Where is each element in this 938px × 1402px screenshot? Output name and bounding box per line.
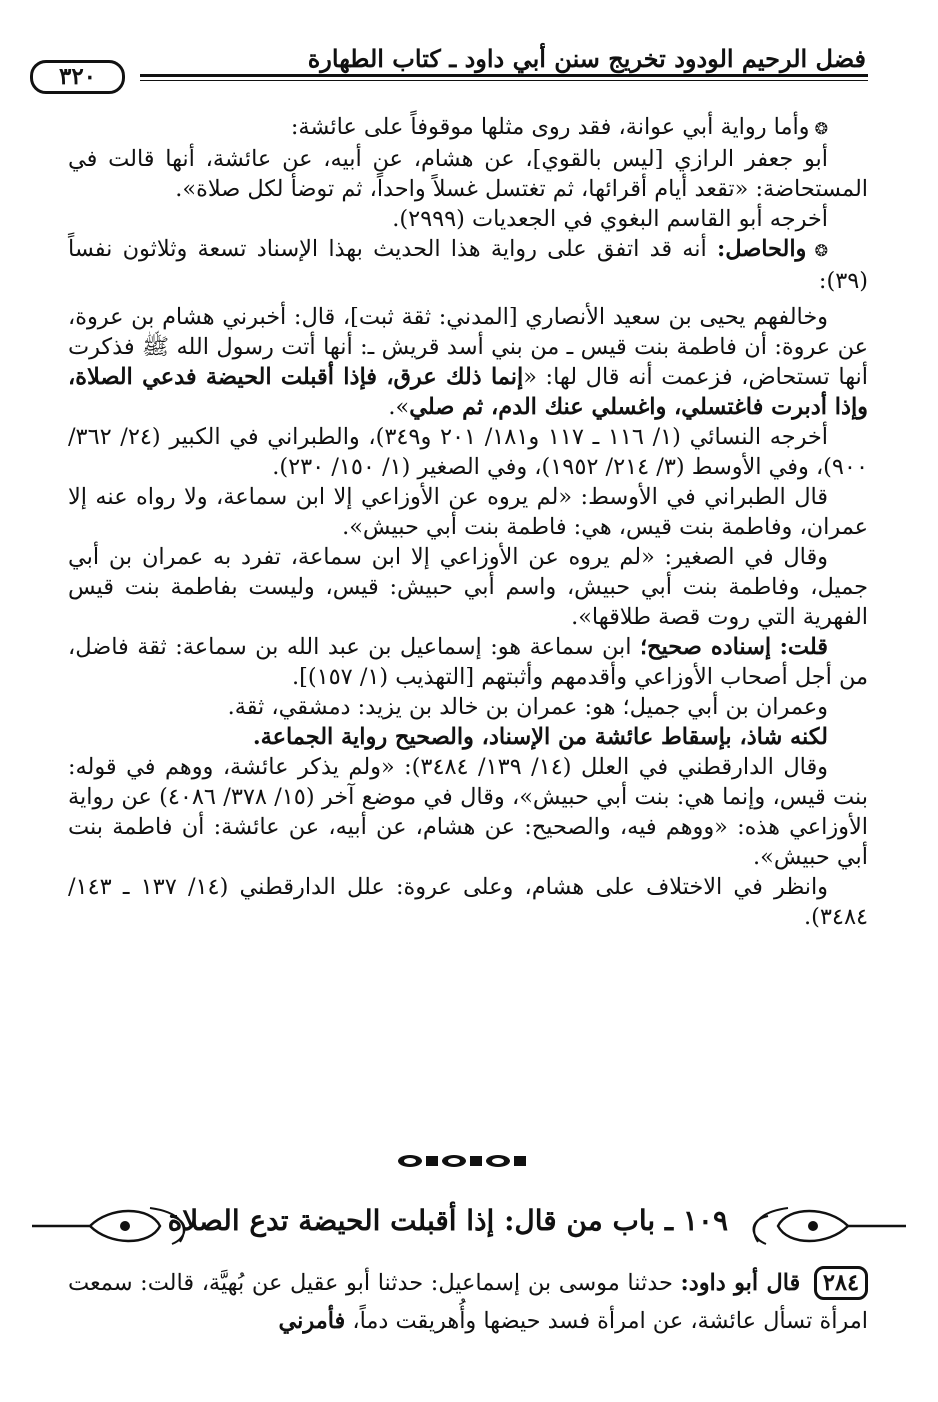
chapter-title: ١٠٩ ـ باب من قال: إذا أقبلت الحيضة تدع الصلاة [167, 1204, 728, 1237]
divider-ornament-icon [394, 1153, 544, 1169]
yahya-close: ». [388, 394, 410, 420]
label-isnad-sahih: إسناده صحيح؛ [639, 634, 772, 660]
paragraph-see-also: وانظر في الاختلاف على هشام، وعلى عروة: علل الدارقطني (١٤/ ١٣٧ ـ ١٤٣/ ٣٤٨٤). [68, 874, 868, 930]
label-qultu: قلت: [779, 634, 829, 660]
running-header-title: فضل الرحيم الودود تخريج سنن أبي داود ـ كتاب الطهارة [307, 44, 866, 73]
paragraph-hasil [68, 234, 868, 296]
main-text [68, 112, 868, 932]
hadith-block [68, 1264, 868, 1340]
hasil-text: أنه قد اتفق على رواية هذا الحديث بهذا الإسناد تسعة وثلاثون نفساً (٣٩): [68, 236, 868, 294]
header-rule-thick [140, 74, 868, 77]
paragraph-qultu [68, 632, 868, 692]
hadith-lead: قال أبو داود: [680, 1270, 801, 1296]
paragraph-daraqutni: وقال الدارقطني في العلل (١٤/ ١٣٩/ ٣٤٨٤): «ولم يذكر عائشة، ووهم في قوله: بنت قيس، وإنما هي: بنت أبي حبيش»، وقال في موضع آخر (١٥/ ٣٧٨/ ٤٠٨٦) عن رواية الأوزاعي هذه: «ووهم فيه، والصحيح: عن هشام، عن أبيه، عن عائشة: أن فاطمة بنت أبي حبيش». [68, 754, 868, 870]
paragraph-yahya [68, 302, 868, 422]
paragraph-abu-jafar: أبو جعفر الرازي [ليس بالقوي]، عن هشام، عن أبيه، عن عائشة، أنها قالت في المستحاضة: «تقعد أيام أقرائها، ثم تغتسل غسلاً واحداً، ثم توضأ لكل صلاة». [68, 146, 868, 202]
label-hasil: والحاصل: [717, 236, 807, 262]
page-number-box [30, 60, 220, 96]
paragraph-shadh: لكنه شاذ، بإسقاط عائشة من الإسناد، والصحيح رواية الجماعة. [252, 724, 828, 750]
hadith-tail: فأمرني [278, 1308, 346, 1334]
paragraph-nasai: أخرجه النسائي (١/ ١١٦ ـ ١١٧ و١٨١/ ٢٠١ و٣٤٩)، والطبراني في الكبير (٢٤/ ٣٦٢/ ٩٠٠)، وفي الأوسط (٣/ ٢١٤/ ١٩٥٢)، وفي الصغير (١/ ١٥٠/ ٢٣٠). [68, 424, 868, 480]
hadith-number: ٢٨٤ [814, 1266, 868, 1300]
chapter-heading [30, 1198, 908, 1254]
paragraph-tabarani-awsat: قال الطبراني في الأوسط: «لم يروه عن الأوزاعي إلا ابن سماعة، ولا رواه عنه إلا عمران، وفاطمة بنت قيس، هي: فاطمة بنت أبي حبيش». [68, 484, 868, 540]
qultu-text: ابن سماعة هو: إسماعيل بن عبد الله بن سماعة: ثقة فاضل، من أجل أصحاب الأوزاعي وأقدمهم وأثبتهم [التهذيب (١/ ١٥٧)]. [68, 634, 868, 690]
paragraph-abu-awana: ❂ وأما رواية أبي عوانة، فقد روى مثلها موقوفاً على عائشة: [68, 112, 868, 144]
chapter-ornament-right-icon [738, 1198, 908, 1254]
paragraph-tabarani-saghir: وقال في الصغير: «لم يروه عن الأوزاعي إلا ابن سماعة، تفرد به عمران بن أبي جميل، وفاطمة بنت أبي حبيش، واسم أبي حبيش: قيس، وليست بفاطمة بنت قيس الفهرية التي روت قصة طلاقها». [68, 544, 868, 630]
header-rule-thin [140, 80, 868, 81]
paragraph-baghawi: أخرجه أبو القاسم البغوي في الجعديات (٢٩٩٩). [392, 206, 828, 232]
paragraph-imran: وعمران بن أبي جميل؛ هو: عمران بن خالد بن يزيد: دمشقي، ثقة. [227, 694, 828, 720]
hadith-text: حدثنا موسى بن إسماعيل: حدثنا أبو عقيل عن بُهيَّة، قالت: سمعت امرأة تسأل عائشة، عن امرأة فسد حيضها وأُهريقت دماً، [68, 1270, 868, 1334]
hadith-matn-bold: إنما ذلك عرق، فإذا أقبلت الحيضة فدعي الصلاة، وإذا أدبرت فاغتسلي، واغسلي عنك الدم، ثم صلي [68, 364, 868, 420]
section-divider [0, 1150, 938, 1174]
yahya-text: وخالفهم يحيى بن سعيد الأنصاري [المدني: ثقة ثبت]، قال: أخبرني هشام بن عروة، عن عروة: أن فاطمة بنت قيس ـ من بني أسد قريش ـ: أنها أتت رسول الله ﷺ فذكرت أنها تستحاض، فزعمت أنه قال لها: « [68, 304, 868, 390]
page-number: ٣٢٠ [30, 60, 125, 94]
